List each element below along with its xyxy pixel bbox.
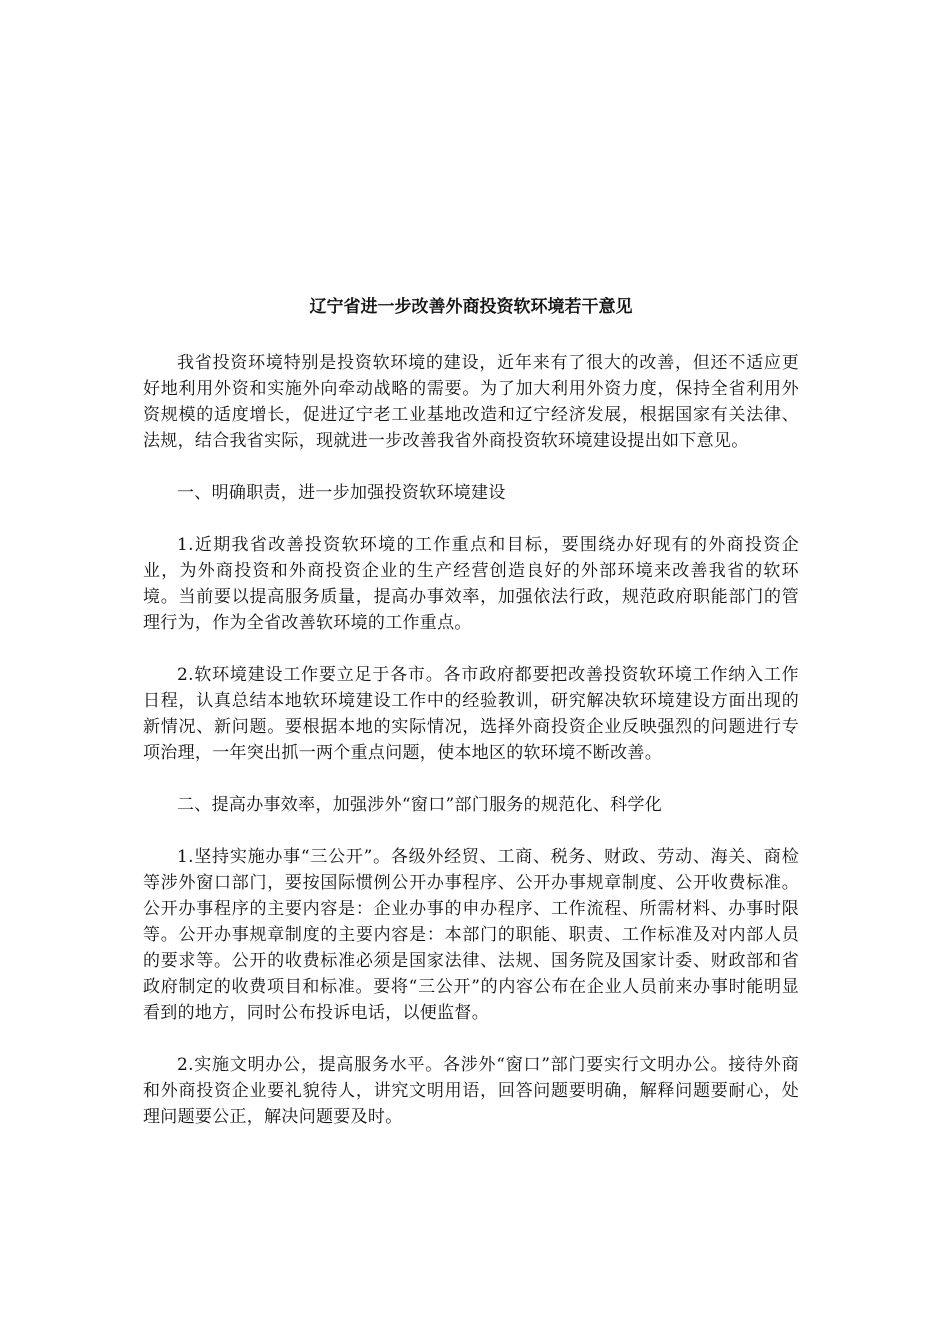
section-2-item-1: 1.坚持实施办事“三公开”。各级外经贸、工商、税务、财政、劳动、海关、商检等涉外窗口部门，要按国际惯例公开办事程序、公开办事规章制度、公开收费标准。公开办事程序的主要内容是：企业办事的申办程序、工作流程、所需材料、办事时限等。公开办事规章制度的主要内容是：本部门的职能、职责、工作标准及对内部人员的要求等。公开的收费标准必须是国家法律、法规、国务院及国家计委、财政部和省政府制定的收费项目和标准。要将“三公开”的内容公布在企业人员前来办事时能明显看到的地方，同时公布投诉电话，以便监督。 [143,847,799,1023]
section-2-heading: 二、提高办事效率，加强涉外“窗口”部门服务的规范化、科学化 [177,795,663,815]
section-2-item-2: 2.实施文明办公，提高服务水平。各涉外“窗口”部门要实行文明办公。接待外商和外商投资企业要礼貌待人，讲究文明用语，回答问题要明确，解释问题要耐心，处理问题要公正，解决问题要及时。 [143,1055,799,1127]
intro-paragraph: 我省投资环境特别是投资软环境的建设，近年来有了很大的改善，但还不适应更好地利用外资和实施外向牵动战略的需要。为了加大利用外资力度，保持全省利用外资规模的适度增长，促进辽宁老工业基地改造和辽宁经济发展，根据国家有关法律、法规，结合我省实际，现就进一步改善我省外商投资软环境建设提出如下意见。 [143,353,799,451]
document-body [143,292,799,1156]
section-1-heading: 一、明确职责，进一步加强投资软环境建设 [177,483,506,503]
section-1-item-2: 2.软环境建设工作要立足于各市。各市政府都要把改善投资软环境工作纳入工作日程，认真总结本地软环境建设工作中的经验教训，研究解决软环境建设方面出现的新情况、新问题。要根据本地的实际情况，选择外商投资企业反映强烈的问题进行专项治理，一年突出抓一两个重点问题，使本地区的软环境不断改善。 [143,665,799,763]
document-title: 辽宁省进一步改善外商投资软环境若干意见 [309,297,633,317]
section-1-item-1: 1.近期我省改善投资软环境的工作重点和目标，要围绕办好现有的外商投资企业，为外商投资和外商投资企业的生产经营创造良好的外部环境来改善我省的软环境。当前要以提高服务质量，提高办事效率，加强依法行政，规范政府职能部门的管理行为，作为全省改善软环境的工作重点。 [143,535,799,633]
